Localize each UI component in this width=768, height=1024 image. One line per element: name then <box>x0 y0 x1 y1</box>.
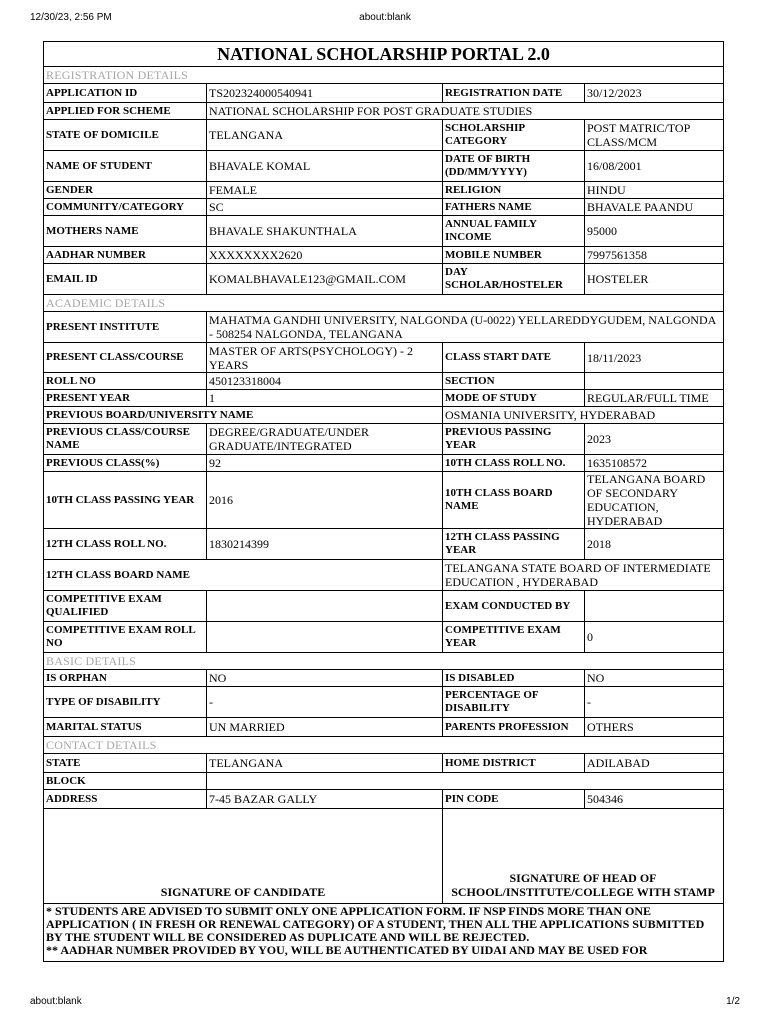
value-community-category: SC <box>207 199 443 216</box>
value-percentage-of-disability: - <box>585 687 724 718</box>
value-parents-profession: OTHERS <box>585 718 724 737</box>
label-name-of-student: NAME OF STUDENT <box>44 151 207 182</box>
value-fathers-name: BHAVALE PAANDU <box>585 199 724 216</box>
label-is-orphan: IS ORPHAN <box>44 670 207 687</box>
label-annual-family-income: ANNUAL FAMILY INCOME <box>443 216 585 247</box>
section-registration-details: REGISTRATION DETAILS <box>44 67 724 84</box>
label-mode-of-study: MODE OF STUDY <box>443 390 585 407</box>
label-exam-conducted-by: EXAM CONDUCTED BY <box>443 591 585 622</box>
value-tenth-board-name: TELANGANA BOARD OF SECONDARY EDUCATION, HYDERABAD <box>585 472 724 529</box>
value-previous-class-course-name: DEGREE/GRADUATE/UNDER GRADUATE/INTEGRATED <box>207 424 443 455</box>
label-block: BLOCK <box>44 773 207 790</box>
label-parents-profession: PARENTS PROFESSION <box>443 718 585 737</box>
label-tenth-passing-year: 10TH CLASS PASSING YEAR <box>44 472 207 529</box>
label-present-institute: PRESENT INSTITUTE <box>44 312 207 343</box>
value-is-orphan: NO <box>207 670 443 687</box>
value-mothers-name: BHAVALE SHAKUNTHALA <box>207 216 443 247</box>
value-home-district: ADILABAD <box>585 754 724 773</box>
value-pin-code: 504346 <box>585 790 724 809</box>
value-gender: FEMALE <box>207 182 443 199</box>
value-aadhar-number: XXXXXXXX2620 <box>207 247 443 264</box>
section-academic-details: ACADEMIC DETAILS <box>44 295 724 312</box>
value-present-class-course: MASTER OF ARTS(PSYCHOLOGY) - 2 YEARS <box>207 343 443 373</box>
label-community-category: COMMUNITY/CATEGORY <box>44 199 207 216</box>
print-footer-url: about:blank <box>30 996 82 1007</box>
label-previous-class-course-name: PREVIOUS CLASS/COURSE NAME <box>44 424 207 455</box>
label-marital-status: MARITAL STATUS <box>44 718 207 737</box>
value-class-start-date: 18/11/2023 <box>585 343 724 373</box>
label-gender: GENDER <box>44 182 207 199</box>
value-day-scholar-hosteler: HOSTELER <box>585 264 724 295</box>
value-tenth-roll-no: 1635108572 <box>585 455 724 472</box>
print-header <box>30 12 740 30</box>
value-twelfth-roll-no: 1830214399 <box>207 529 443 560</box>
label-section: SECTION <box>443 373 585 390</box>
section-basic-details: BASIC DETAILS <box>44 653 724 670</box>
note-duplicate-applications: * STUDENTS ARE ADVISED TO SUBMIT ONLY ONE APPLICATION FORM. IF NSP FINDS MORE THAN ONE APPLICATION ( IN FRESH OR RENEWAL CATEGORY) OF A STUDENT, THEN ALL THE APPLICATIONS SUBMITTED BY THE STUDENT WILL BE CONSIDERED AS DUPLICATE AND WILL BE REJECTED. <box>46 904 705 944</box>
label-registration-date: REGISTRATION DATE <box>443 84 585 103</box>
label-pin-code: PIN CODE <box>443 790 585 809</box>
value-exam-conducted-by <box>585 591 724 622</box>
label-competitive-exam-roll-no: COMPETITIVE EXAM ROLL NO <box>44 622 207 653</box>
value-previous-passing-year: 2023 <box>585 424 724 455</box>
label-address: ADDRESS <box>44 790 207 809</box>
label-is-disabled: IS DISABLED <box>443 670 585 687</box>
label-aadhar-number: AADHAR NUMBER <box>44 247 207 264</box>
value-block <box>207 773 724 790</box>
value-mode-of-study: REGULAR/FULL TIME <box>585 390 724 407</box>
value-previous-board: OSMANIA UNIVERSITY, HYDERABAD <box>443 407 724 424</box>
value-present-institute: MAHATMA GANDHI UNIVERSITY, NALGONDA (U-0022) YELLAREDDYGUDEM, NALGONDA - 508254 NALGONDA, TELANGANA <box>207 312 724 343</box>
value-date-of-birth: 16/08/2001 <box>585 151 724 182</box>
value-is-disabled: NO <box>585 670 724 687</box>
label-roll-no: ROLL NO <box>44 373 207 390</box>
signature-candidate-box <box>44 809 443 904</box>
value-competitive-exam-roll-no <box>207 622 443 653</box>
scholarship-form <box>43 41 724 962</box>
value-application-id: TS202324000540941 <box>207 84 443 103</box>
value-state: TELANGANA <box>207 754 443 773</box>
label-fathers-name: FATHERS NAME <box>443 199 585 216</box>
label-mobile-number: MOBILE NUMBER <box>443 247 585 264</box>
label-class-start-date: CLASS START DATE <box>443 343 585 373</box>
label-applied-for-scheme: APPLIED FOR SCHEME <box>44 103 207 120</box>
label-twelfth-passing-year: 12TH CLASS PASSING YEAR <box>443 529 585 560</box>
label-date-of-birth: DATE OF BIRTH (DD/MM/YYYY) <box>443 151 585 182</box>
value-religion: HINDU <box>585 182 724 199</box>
value-annual-family-income: 95000 <box>585 216 724 247</box>
label-twelfth-board-name: 12TH CLASS BOARD NAME <box>44 560 443 591</box>
print-datetime: 12/30/23, 2:56 PM <box>30 12 112 23</box>
value-section <box>585 373 724 390</box>
value-marital-status: UN MARRIED <box>207 718 443 737</box>
label-type-of-disability: TYPE OF DISABILITY <box>44 687 207 718</box>
print-page-title: about:blank <box>359 12 411 23</box>
value-applied-for-scheme: NATIONAL SCHOLARSHIP FOR POST GRADUATE STUDIES <box>207 103 724 120</box>
label-previous-board: PREVIOUS BOARD/UNIVERSITY NAME <box>44 407 443 424</box>
label-percentage-of-disability: PERCENTAGE OF DISABILITY <box>443 687 585 718</box>
value-scholarship-category: POST MATRIC/TOP CLASS/MCM <box>585 120 724 151</box>
value-address: 7-45 BAZAR GALLY <box>207 790 443 809</box>
signature-head-box <box>443 809 724 904</box>
value-previous-class-percent: 92 <box>207 455 443 472</box>
label-application-id: APPLICATION ID <box>44 84 207 103</box>
label-email-id: EMAIL ID <box>44 264 207 295</box>
value-registration-date: 30/12/2023 <box>585 84 724 103</box>
label-competitive-exam-qualified: COMPETITIVE EXAM QUALIFIED <box>44 591 207 622</box>
label-home-district: HOME DISTRICT <box>443 754 585 773</box>
value-competitive-exam-year: 0 <box>585 622 724 653</box>
label-tenth-roll-no: 10TH CLASS ROLL NO. <box>443 455 585 472</box>
label-state: STATE <box>44 754 207 773</box>
value-twelfth-board-name: TELANGANA STATE BOARD OF INTERMEDIATE EDUCATION , HYDERABAD <box>443 560 724 591</box>
value-mobile-number: 7997561358 <box>585 247 724 264</box>
value-twelfth-passing-year: 2018 <box>585 529 724 560</box>
form-title: NATIONAL SCHOLARSHIP PORTAL 2.0 <box>44 42 724 67</box>
label-competitive-exam-year: COMPETITIVE EXAM YEAR <box>443 622 585 653</box>
label-previous-passing-year: PREVIOUS PASSING YEAR <box>443 424 585 455</box>
label-tenth-board-name: 10TH CLASS BOARD NAME <box>443 472 585 529</box>
note-aadhar-authentication: ** AADHAR NUMBER PROVIDED BY YOU, WILL BE AUTHENTICATED BY UIDAI AND MAY BE USED FOR <box>46 943 648 957</box>
label-twelfth-roll-no: 12TH CLASS ROLL NO. <box>44 529 207 560</box>
value-name-of-student: BHAVALE KOMAL <box>207 151 443 182</box>
label-scholarship-category: SCHOLARSHIP CATEGORY <box>443 120 585 151</box>
section-contact-details: CONTACT DETAILS <box>44 737 724 754</box>
label-previous-class-percent: PREVIOUS CLASS(%) <box>44 455 207 472</box>
label-mothers-name: MOTHERS NAME <box>44 216 207 247</box>
signature-head-label: SIGNATURE OF HEAD OF SCHOOL/INSTITUTE/COLLEGE WITH STAMP <box>451 871 715 899</box>
label-state-of-domicile: STATE OF DOMICILE <box>44 120 207 151</box>
label-religion: RELIGION <box>443 182 585 199</box>
label-present-class-course: PRESENT CLASS/COURSE <box>44 343 207 373</box>
label-present-year: PRESENT YEAR <box>44 390 207 407</box>
value-present-year: 1 <box>207 390 443 407</box>
value-state-of-domicile: TELANGANA <box>207 120 443 151</box>
print-page-number: 1/2 <box>726 996 740 1007</box>
label-day-scholar-hosteler: DAY SCHOLAR/HOSTELER <box>443 264 585 295</box>
value-email-id: KOMALBHAVALE123@GMAIL.COM <box>207 264 443 295</box>
signature-candidate-label: SIGNATURE OF CANDIDATE <box>160 885 326 899</box>
notes-box <box>44 904 724 962</box>
value-roll-no: 450123318004 <box>207 373 443 390</box>
value-tenth-passing-year: 2016 <box>207 472 443 529</box>
print-footer <box>30 996 740 1014</box>
value-type-of-disability: - <box>207 687 443 718</box>
value-competitive-exam-qualified <box>207 591 443 622</box>
